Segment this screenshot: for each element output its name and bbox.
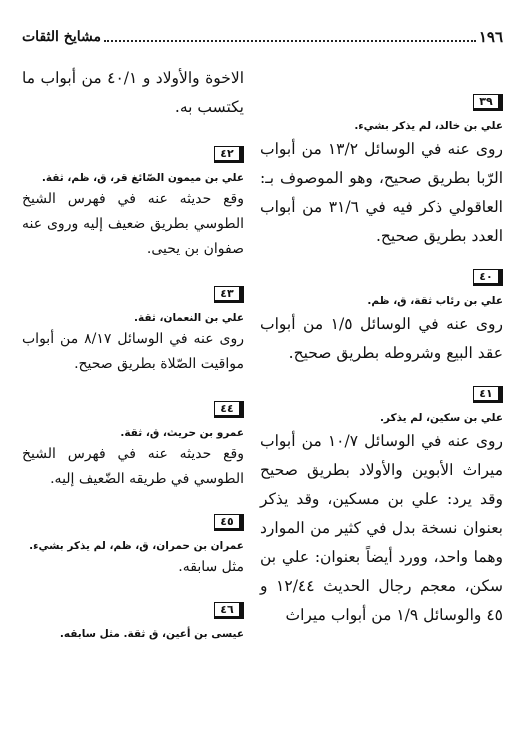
entry-text: مثل سابقه. (178, 559, 244, 575)
page-number: ١٩٦ (478, 28, 503, 46)
entry-number-badge: ٤٤ (214, 401, 244, 418)
header-dotted-leader (104, 39, 476, 42)
entry-number-badge: ٤٣ (214, 286, 244, 303)
narrator-name: علي بن رئاب ثقة، ق، ظم. (367, 295, 503, 307)
entry-text: وقع حديثه عنه في فهرس الشيخ الطوسي في طريقه الضّعيف إليه. (22, 446, 244, 487)
entry-number-badge: ٤٥ (214, 514, 244, 531)
entry-number-badge: ٤٠ (473, 269, 503, 286)
entry-text: وقع حديثه عنه في فهرس الشيخ الطوسي بطريق ضعيف إليه وروى عنه صفوان بن يحيى. (22, 191, 244, 257)
running-title: مشايخ الثقات (22, 29, 101, 45)
entry-text: روى عنه في الوسائل ١٣/٢ من أبواب الرّبا بطريق صحيح، وهو الموصوف بـ: العاقولي ذكر فيه في ٣١/٦ من أبواب العدد بطريق صحيح. (260, 140, 503, 245)
narrator-name: عيسى بن أعين، ق ثقة. مثل سابقه. (59, 628, 244, 640)
entry-43 (22, 286, 244, 377)
entry-44 (22, 401, 244, 492)
entry-text: روى عنه في الوسائل ٨/١٧ من أبواب مواقيت الصّلاة بطريق صحيح. (22, 331, 244, 372)
narrator-name: علي بن ميمون الصّائغ قر، ق، ظم، ثقة. (41, 172, 244, 184)
entry-42 (22, 146, 244, 262)
entry-number-badge: ٣٩ (473, 94, 503, 111)
narrator-name: عمران بن حمران، ق، ظم، لم يذكر بشيء. (29, 540, 244, 552)
narrator-name: عمرو بن حريث، ق، ثقة. (120, 427, 244, 439)
entry-39 (260, 94, 503, 251)
narrator-name: علي بن سكين، لم يذكر. (379, 412, 503, 424)
narrator-name: علي بن خالد، لم يذكر بشيء. (354, 120, 503, 132)
entry-45 (22, 514, 244, 580)
entry-text: روى عنه في الوسائل ١/٥ من أبواب عقد البيع وشروطه بطريق صحيح. (260, 315, 503, 362)
entry-number-badge: ٤٢ (214, 146, 244, 163)
entry-41 (260, 386, 503, 630)
left-column (22, 64, 244, 643)
entry-number-badge: ٤١ (473, 386, 503, 403)
entry-40 (260, 269, 503, 368)
entry-number-badge: ٤٦ (214, 602, 244, 619)
narrator-name: علي بن النعمان، ثقة. (134, 312, 244, 324)
continuation-text: الاخوة والأولاد و ٤٠/١ من أبواب ما يكتسب به. (22, 69, 244, 116)
page-header (22, 24, 503, 46)
entry-46 (22, 602, 244, 643)
right-column (260, 64, 503, 630)
entry-text: روى عنه في الوسائل ١٠/٧ من أبواب ميراث الأبوين والأولاد بطريق صحيح وقد يرد: علي بن مسكين، وقد يذكر بعنوان نسخة بدل في كثير من الموارد وهما واحد، وورد أيضاً بعنوان: علي بن سكن، معجم رجال الحديث ١٢/٤٤ و ٤٥ والوسائل ١/٩ من أبواب ميراث (260, 432, 503, 624)
